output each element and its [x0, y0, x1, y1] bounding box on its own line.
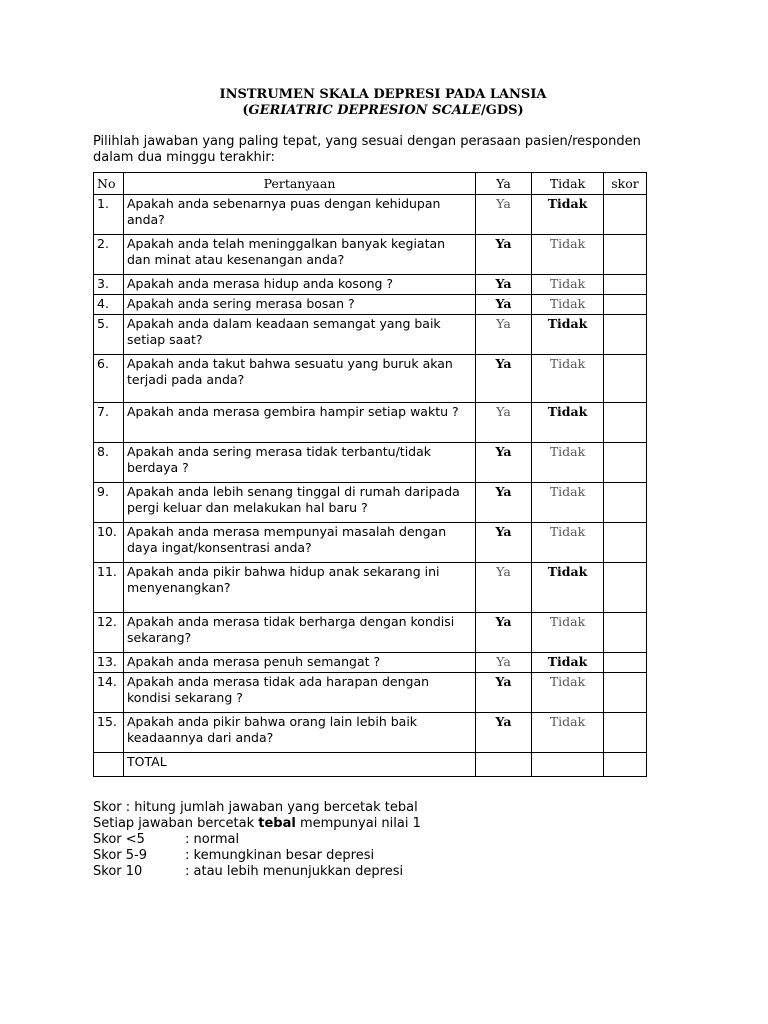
total-ya-cell [476, 753, 532, 777]
row-question: Apakah anda merasa tidak berharga dengan kondisi sekarang? [124, 613, 476, 653]
answer-tidak[interactable]: Tidak [532, 403, 604, 443]
row-question: Apakah anda takut bahwa sesuatu yang buruk akan terjadi pada anda? [124, 355, 476, 403]
answer-tidak[interactable]: Tidak [532, 443, 604, 483]
row-score-cell[interactable] [604, 443, 647, 483]
row-score-cell[interactable] [604, 563, 647, 613]
row-number: 12. [94, 613, 124, 653]
score-range: Skor 10 : atau lebih menunjukkan depresi [93, 864, 404, 879]
row-question: Apakah anda merasa hidup anda kosong ? [124, 275, 476, 295]
table-row [94, 653, 647, 673]
row-number: 6. [94, 355, 124, 403]
score-range: Skor 5-9 : kemungkinan besar depresi [93, 848, 375, 863]
answer-tidak[interactable]: Tidak [532, 275, 604, 295]
row-question: Apakah anda merasa tidak ada harapan dengan kondisi sekarang ? [124, 673, 476, 713]
row-score-cell[interactable] [604, 613, 647, 653]
table-row [94, 235, 647, 275]
answer-tidak[interactable]: Tidak [532, 563, 604, 613]
row-question: Apakah anda telah meninggalkan banyak kegiatan dan minat atau kesenangan anda? [124, 235, 476, 275]
row-question: Apakah anda sebenarnya puas dengan kehidupan anda? [124, 195, 476, 235]
row-question: Apakah anda pikir bahwa orang lain lebih baik keadaannya dari anda? [124, 713, 476, 753]
total-score-cell[interactable] [604, 753, 647, 777]
table-row [94, 443, 647, 483]
answer-tidak[interactable]: Tidak [532, 195, 604, 235]
answer-tidak[interactable]: Tidak [532, 523, 604, 563]
row-number: 15. [94, 713, 124, 753]
row-number: 7. [94, 403, 124, 443]
row-score-cell[interactable] [604, 673, 647, 713]
total-tidak-cell [532, 753, 604, 777]
header-skor: skor [604, 173, 647, 195]
answer-ya[interactable]: Ya [476, 673, 532, 713]
row-score-cell[interactable] [604, 403, 647, 443]
row-score-cell[interactable] [604, 355, 647, 403]
row-score-cell[interactable] [604, 295, 647, 315]
document-title: INSTRUMEN SKALA DEPRESI PADA LANSIA [219, 87, 547, 102]
answer-ya[interactable]: Ya [476, 315, 532, 355]
answer-ya[interactable]: Ya [476, 235, 532, 275]
row-question: Apakah anda pikir bahwa hidup anak sekarang ini menyenangkan? [124, 563, 476, 613]
answer-ya[interactable]: Ya [476, 275, 532, 295]
row-number: 8. [94, 443, 124, 483]
row-question: Apakah anda dalam keadaan semangat yang baik setiap saat? [124, 315, 476, 355]
table-row [94, 483, 647, 523]
answer-ya[interactable]: Ya [476, 563, 532, 613]
answer-ya[interactable]: Ya [476, 653, 532, 673]
row-question: Apakah anda sering merasa bosan ? [124, 295, 476, 315]
row-number: 3. [94, 275, 124, 295]
answer-ya[interactable]: Ya [476, 443, 532, 483]
row-number: 13. [94, 653, 124, 673]
score-range: Skor <5 : normal [93, 832, 240, 847]
note-line-1: Skor : hitung jumlah jawaban yang bercetak tebal [93, 800, 418, 815]
subtitle-italic: GERIATRIC DEPRESION SCALE [248, 103, 481, 118]
row-score-cell[interactable] [604, 315, 647, 355]
header-tidak: Tidak [532, 173, 604, 195]
row-number: 11. [94, 563, 124, 613]
answer-ya[interactable]: Ya [476, 355, 532, 403]
row-number: 9. [94, 483, 124, 523]
row-number: 4. [94, 295, 124, 315]
table-row [94, 195, 647, 235]
answer-tidak[interactable]: Tidak [532, 483, 604, 523]
table-row [94, 523, 647, 563]
header-question: Pertanyaan [124, 173, 476, 195]
total-no-cell [94, 753, 124, 777]
header-no: No [94, 173, 124, 195]
row-number: 14. [94, 673, 124, 713]
answer-ya[interactable]: Ya [476, 403, 532, 443]
row-score-cell[interactable] [604, 483, 647, 523]
table-row [94, 275, 647, 295]
row-score-cell[interactable] [604, 713, 647, 753]
row-number: 1. [94, 195, 124, 235]
answer-tidak[interactable]: Tidak [532, 295, 604, 315]
row-score-cell[interactable] [604, 235, 647, 275]
row-score-cell[interactable] [604, 195, 647, 235]
answer-ya[interactable]: Ya [476, 613, 532, 653]
table-row [94, 613, 647, 653]
answer-ya[interactable]: Ya [476, 483, 532, 523]
row-number: 5. [94, 315, 124, 355]
table-header-row [94, 173, 647, 195]
table-row [94, 563, 647, 613]
row-question: Apakah anda lebih senang tinggal di rumah daripada pergi keluar dan melakukan hal baru ? [124, 483, 476, 523]
table-row [94, 355, 647, 403]
row-score-cell[interactable] [604, 275, 647, 295]
total-row [94, 753, 647, 777]
instructions: Pilihlah jawaban yang paling tepat, yang sesuai dengan perasaan pasien/responden dalam dua minggu terakhir: [93, 134, 641, 165]
answer-ya[interactable]: Ya [476, 523, 532, 563]
answer-ya[interactable]: Ya [476, 713, 532, 753]
row-score-cell[interactable] [604, 653, 647, 673]
table-row [94, 295, 647, 315]
answer-tidak[interactable]: Tidak [532, 355, 604, 403]
table-row [94, 713, 647, 753]
gds-table [93, 172, 647, 777]
row-score-cell[interactable] [604, 523, 647, 563]
answer-tidak[interactable]: Tidak [532, 673, 604, 713]
answer-tidak[interactable]: Tidak [532, 315, 604, 355]
answer-tidak[interactable]: Tidak [532, 235, 604, 275]
row-question: Apakah anda merasa penuh semangat ? [124, 653, 476, 673]
table-row [94, 315, 647, 355]
row-question: Apakah anda merasa mempunyai masalah dengan daya ingat/konsentrasi anda? [124, 523, 476, 563]
row-number: 10. [94, 523, 124, 563]
answer-tidak[interactable]: Tidak [532, 653, 604, 673]
row-question: Apakah anda sering merasa tidak terbantu/tidak berdaya ? [124, 443, 476, 483]
total-label: TOTAL [124, 753, 476, 777]
answer-ya[interactable]: Ya [476, 295, 532, 315]
table-row [94, 403, 647, 443]
answer-ya[interactable]: Ya [476, 195, 532, 235]
row-question: Apakah anda merasa gembira hampir setiap waktu ? [124, 403, 476, 443]
scoring-notes [93, 800, 653, 880]
header-ya: Ya [476, 173, 532, 195]
table-row [94, 673, 647, 713]
answer-tidak[interactable]: Tidak [532, 713, 604, 753]
row-number: 2. [94, 235, 124, 275]
document-subtitle: (GERIATRIC DEPRESION SCALE/GDS) [242, 103, 524, 118]
answer-tidak[interactable]: Tidak [532, 613, 604, 653]
note-line-2: Setiap jawaban bercetak tebal mempunyai nilai 1 [93, 816, 421, 831]
